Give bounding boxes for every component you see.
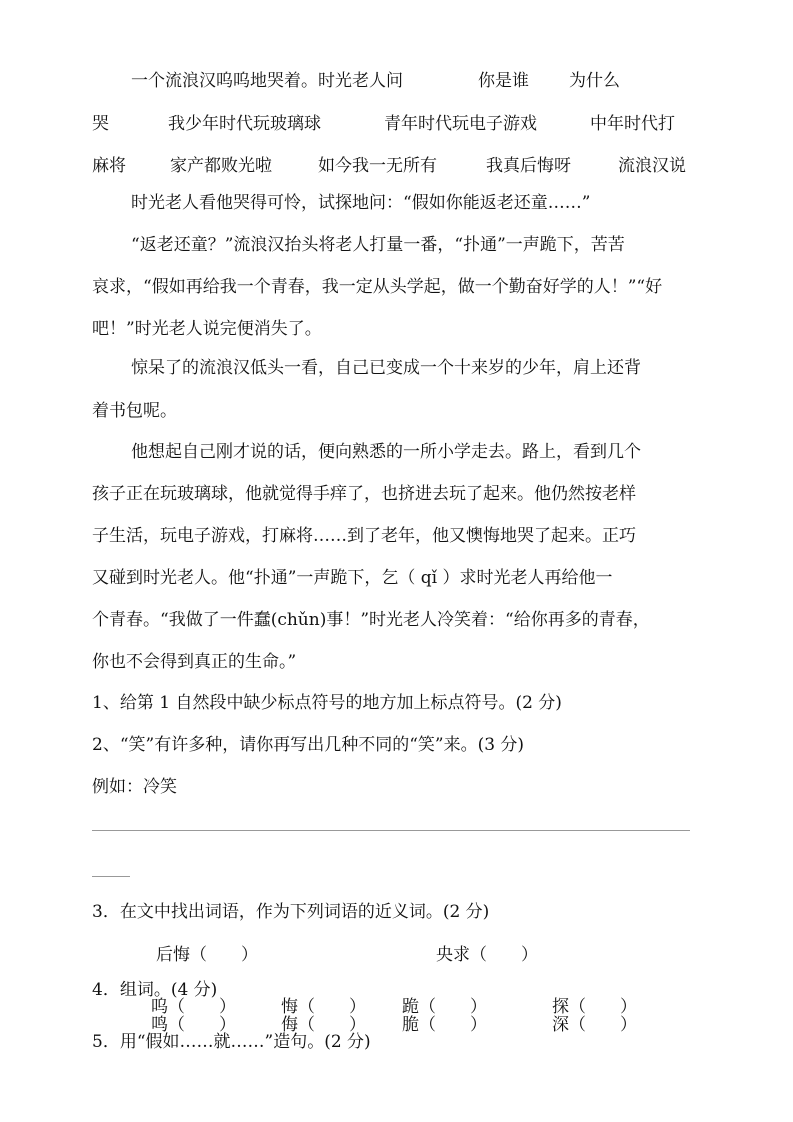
passage-line: 吧！”时光老人说完便消失了。 <box>92 319 322 339</box>
passage-line: 又碰到时光老人。他“扑通”一声跪下，乞（ qǐ ）求时光老人再给他一 <box>92 568 613 588</box>
passage-line: 个青春。“我做了一件蠢(chǔn)事！”时光老人冷笑着：“给你再多的青春， <box>92 610 650 630</box>
question-3: 3．在文中找出词语，作为下列词语的近义词。(2 分) <box>92 902 490 922</box>
passage-line: 时光老人看他哭得可怜，试探地问：“假如你能返老还童……” <box>131 193 591 213</box>
passage-line: “返老还童？”流浪汉抬头将老人打量一番，“扑通”一声跪下，苦苦 <box>131 235 625 255</box>
passage-line: 他想起自己刚才说的话，便向熟悉的一所小学走去。路上，看到几个 <box>131 442 641 462</box>
passage-line: 着书包呢。 <box>92 401 177 421</box>
q4-item[interactable]: 深（ ） <box>552 1015 637 1035</box>
passage-segment: 哭 <box>92 114 109 134</box>
passage-segment: 家产都败光啦 <box>170 156 272 176</box>
passage-line: 孩子正在玩玻璃球，他就觉得手痒了，也挤进去玩了起来。他仍然按老样 <box>92 484 636 504</box>
q4-item[interactable]: 跪（ ） <box>402 997 487 1017</box>
q3-item-houhui[interactable]: 后悔（ ） <box>156 945 258 965</box>
q3-item-yangqiu[interactable]: 央求（ ） <box>436 945 538 965</box>
question-5: 5．用“假如……就……”造句。(2 分) <box>92 1032 371 1052</box>
passage-segment: 我少年时代玩玻璃球 <box>168 114 321 134</box>
passage-segment: 流浪汉说 <box>618 156 686 176</box>
question-4: 4．组词。(4 分) <box>92 980 218 1000</box>
passage-segment: 你是谁 <box>478 71 529 91</box>
q4-item[interactable]: 脆（ ） <box>402 1015 487 1035</box>
passage-line: 惊呆了的流浪汉低头一看，自己已变成一个十来岁的少年，肩上还背 <box>131 358 641 378</box>
passage-segment: 如今我一无所有 <box>318 156 437 176</box>
answer-line[interactable] <box>92 830 690 831</box>
passage-line: 子生活，玩电子游戏，打麻将……到了老年，他又懊悔地哭了起来。正巧 <box>92 526 636 546</box>
passage-line: 哀求，“假如再给我一个青春，我一定从头学起，做一个勤奋好学的人！”“好 <box>92 277 663 297</box>
question-1: 1、给第 1 自然段中缺少标点符号的地方加上标点符号。(2 分) <box>92 693 562 713</box>
passage-segment: 为什么 <box>569 71 620 91</box>
q4-item[interactable]: 侮（ ） <box>281 1015 366 1035</box>
q4-item[interactable]: 探（ ） <box>552 997 637 1017</box>
passage-line: 你也不会得到真正的生命。” <box>92 652 297 672</box>
q4-item[interactable]: 鸣（ ） <box>151 1015 236 1035</box>
question-2: 2、“笑”有许多种，请你再写出几种不同的“笑”来。(3 分) <box>92 735 525 755</box>
q4-item[interactable]: 悔（ ） <box>281 997 366 1017</box>
q4-item[interactable]: 呜（ ） <box>151 997 236 1017</box>
passage-segment: 一个流浪汉呜呜地哭着。时光老人问 <box>131 71 403 91</box>
passage-segment: 中年时代打 <box>590 114 675 134</box>
passage-segment: 我真后悔呀 <box>486 156 571 176</box>
answer-line-continuation[interactable] <box>92 876 130 877</box>
question-2-example: 例如：冷笑 <box>92 777 177 797</box>
passage-segment: 麻将 <box>92 156 126 176</box>
passage-segment: 青年时代玩电子游戏 <box>384 114 537 134</box>
